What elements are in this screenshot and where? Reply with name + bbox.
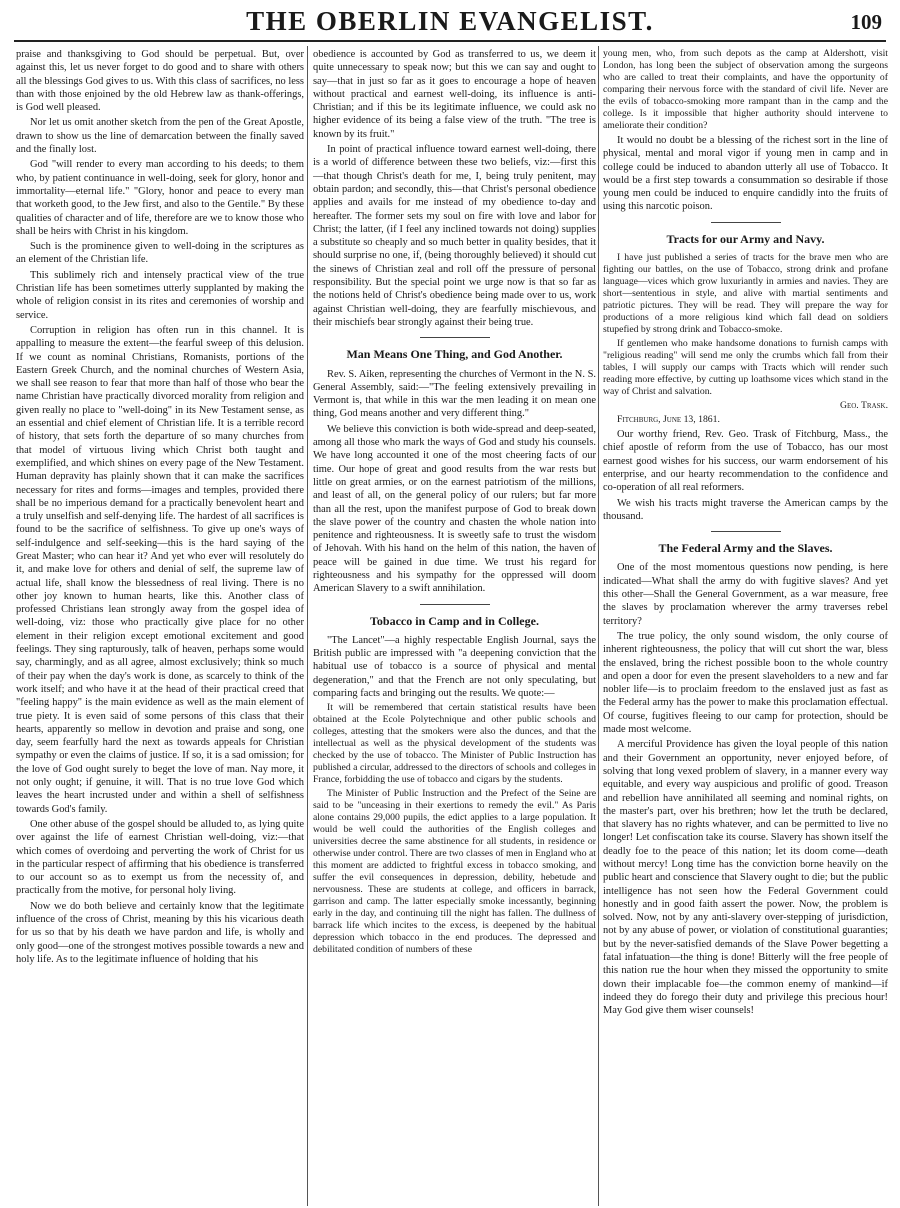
paragraph: praise and thanksgiving to God should be perpetual. But, over against this, let us never forget to do good and to share with others all the blessings God gives to us. With this class of sacrifices, no less than with those enjoined by the old Hebrew law as thank-offerings, is God well pleased. — [16, 49, 304, 114]
paragraph: We believe this conviction is both wide-spread and deep-seated, among all those who mark the ways of God and study his counsels. We have long accounted it one of the most cheering facts of our time. Our hope of great and good results from the war rests but little on great armies, or on the earnest patriotism of the millions, and least of all, on the general policy of our rulers; but far more than all the rest, upon the manifest purpose of God to break down the slave power of the country and chasten the whole nation into penitence and righteousness. It is sweetly safe to trust the wisdom of Jehovah. With his hand on the helm of this nation, the haven of peace will be gained in due time. We trust his regard for righteousness and his sympathy for the oppressed will doom American Slavery to a swift annihilation. — [313, 423, 596, 595]
column-3 — [603, 48, 888, 1204]
paragraph: "The Lancet"—a highly respectable English Journal, says the British public are impressed with "a deepening conviction that the habitual use of tobacco is a source of physical and mental degeneration," and that the French are not only speculating, but comparing facts and bringing out the results. We quote:— — [313, 634, 596, 700]
article-heading: Tracts for our Army and Navy. — [666, 231, 825, 246]
paragraph: Our worthy friend, Rev. Geo. Trask of Fitchburg, Mass., the chief apostle of reform from the use of Tobacco, has our most earnest good wishes for his success, our warm endorsement of his enterprise, and our hearty recommendation to the confidence and co-operation of all real reformers. — [603, 429, 888, 494]
paragraph: God "will render to every man according to his deeds; to them who, by patient continuance in well-doing, seek for glory, honor and immortality—eternal life." "Glory, honor and peace to every man that worketh good, to the Jew first, and also to the Gentile." By these qualities of character and of life, therefore are we to know those who shall be heirs with Christ in his kingdom. — [16, 159, 304, 237]
paragraph: The Minister of Public Instruction and the Prefect of the Seine are said to be "unceasing in their exertions to remedy the evil." As Paris alone contains 29,000 pupils, the edict applies to a large population. It would be well could the authorities of the English colleges and universities decree the same abstinence for all students, in residence or otherwise under control. There are two classes of men in England who at this moment are addicted to frightful excess in tobacco smoking, and suffer the evil consequences in depression, debility, hebetude and nervousness. These are students at college, and officers in barrack, garrison and camp. The latter especially smoke incessantly, beginning early in the day, and continuing till the night has fallen. The dullness of barrack life which incites to the excess, is deepened by the habitual depression which tobacco in the end produces. The depressed and debilitated condition of numbers of these — [313, 788, 596, 956]
paragraph: One other abuse of the gospel should be alluded to, as lying quite over against the life of earnest Christian well-doing, viz:—that which comes of overdoing and perverting the work of Christ for us in the particular respect of affirming that his obedience is transferred to our account so as to exempt us from the necessity of, and practically from the motive, for personal holy living. — [16, 818, 304, 897]
paragraph: young men, who, from such depots as the camp at Aldershott, visit London, has long been the subject of observation among the surgeons who are called to treat their complaints, and have the opportunity of comparing their nervous force with the standard of civil life. Never are the evils of tobacco-smoking more rampant than in the camp and the college. Is it impossible that higher authority should intervene to ameliorate their condition? — [603, 48, 888, 131]
dateline: Fitchburg, June 13, 1861. — [617, 414, 720, 426]
paragraph: Corruption in religion has often run in this channel. It is appalling to measure the extent—the fearful sweep of this delusion. If we count as nominal Christians, Romanists, portions of the Eastern Greek Church, and the nominal churches of Western Asia, we shall see reason to fear that more than half of those who bear the name Christian have practically divorced morality from religion and given really no place to "well-doing" in its New Testament sense, as an essential and chief element of Christian life. It is a terrible record of history, that sets forth the departure of so many churches from that model of virtuous living which Christ both taught and exemplified, and which shines on every page of the New Testament. Human depravity has plainly shown that it can make the sacrifices necessary for rites and forms—images and temples, provided there shall be no imperious demand for a practically benevolent heart and a truly unselfish and self-denying life. The hardest of all sacrifices is found to be the sacrifice of selfishness. To give up one's ways of self-indulgence and self-seeking—this is the hard saying of the Great Master; who can hear it? And yet who ever will resolutely do it, and make love for others and denial of self, the supreme law of actual life, shall know the blessedness of real living. There is no other joy known to human hearts, like this. Another class of professed Christians lean strongly away from the gospel idea of well-doing, viz: those who practically give place for no other element in their religion except emotional excitement and good feelings. They sing rapturously, talk of heaven, perhaps some would say, charmingly, and as all agree, almost exclusively; think so much of their pay when the day's work is done, as scarcely to think of the work itself; and who have it at the head of their practical creed that "feeling happy" is the main evidence as well as the main element of true piety. It is even said of some persons of this class that their hearts, apparently so mellow in devotion and praise and song, one day, seem fearfully hard the next as towards appeals for Christian sympathy or even the claims of justice. If so, it is a sad omission; for the love of God ought surely to beget the love of man. Nay more, it not only ought; if genuine, it will. That is no true love God which leaves the heart incrusted under and within a shell of selfishness towards God's family. — [16, 324, 304, 815]
masthead — [0, 0, 900, 44]
paragraph: If gentlemen who make handsome donations to furnish camps with "religious reading" will send me only the crumbs which fall from their tables, I will supply our camps with Tracts which will render such reading more effective, by cutting up loathsome vices which stand in the way of Christ and salvation. — [603, 338, 888, 398]
quoted-extract — [313, 702, 596, 956]
paragraph: This sublimely rich and intensely practical view of the true Christian life has been sometimes utterly supplanted by making the whole of religion consist in its rites and ceremonies of worship and service. — [16, 269, 304, 321]
section-divider — [420, 604, 490, 605]
column-divider — [307, 46, 308, 1206]
article-heading: Tobacco in Camp and in College. — [370, 613, 539, 628]
section-divider — [711, 531, 781, 532]
section-divider — [711, 222, 781, 223]
column-divider — [598, 46, 599, 1206]
paragraph: I have just published a series of tracts for the brave men who are fighting our battles, on the use of Tobacco, strong drink and profane language—vices which grow luxuriantly in armies and navies. They are short—sententious in style, and alive with martial sentiments and patriotic pictures. They will be read. They will prepare the way for productions of a more religious kind which fall dead on soldiers stupefied by strong drink and Tobacco-smoke. — [603, 252, 888, 336]
paragraph: It will be remembered that certain statistical results have been obtained at the Ecole Polytechnique and other public schools and colleges, attesting that the smokers were also the dunces, and that the intellectual as well as the physical development of the students was checked by the use of tobacco. The Minister of Public Instruction has published a circular, addressed to the directors of schools and colleges in France, forbidding the use of tobacco and cigars by the students. — [313, 702, 596, 786]
paragraph: One of the most momentous questions now pending, is here indicated—What shall the army do with fugitive slaves? And yet this other—Shall the General Government, as a war measure, free the slaves by proclamation wherever the army traverses rebel territory? — [603, 562, 888, 627]
section-divider — [420, 337, 490, 338]
newspaper-title: THE OBERLIN EVANGELIST. — [246, 6, 654, 36]
paragraph: The true policy, the only sound wisdom, the only course of inherent righteousness, the policy that will cut short the war, bless the enslaved, bring the richest possible boon to the whole country and open a door for even the present slaveholders to a new and far nobler life—is to proclaim freedom to the enslaved just as fast as the Federal army has the power to make this proclamation effectual. Of course, fugitives fleeing to our camp for protection, should be made most welcome. — [603, 630, 888, 736]
column-1 — [16, 48, 304, 1204]
paragraph: We wish his tracts might traverse the American camps by the thousand. — [603, 497, 888, 522]
page-number: 109 — [850, 10, 882, 34]
quoted-extract — [603, 48, 888, 132]
article-heading: The Federal Army and the Slaves. — [658, 541, 833, 556]
signature: Geo. Trask. — [839, 400, 888, 412]
article-heading: Man Means One Thing, and God Another. — [346, 347, 563, 362]
paragraph: Now we do both believe and certainly know that the legitimate influence of the cross of Christ, meaning by this his vicarious death for us so that by his death we have pardon and life, is wholly and only good—one of the strongest motives possible towards a new and holy life. As to the legitimate influence of holding that his — [16, 900, 304, 965]
paragraph: obedience is accounted by God as transferred to us, we deem it quite unnecessary to speak now; but this we can say and ought to say—that in just so far as it goes to encourage a hope of heaven without practical and earnest well-doing, its influence is anti-Christian; and if this be its legitimate influence, we could ask no higher evidence of its being a false view of the truth. "The tree is known by its fruit." — [313, 49, 596, 140]
letter — [603, 252, 888, 426]
column-2 — [313, 48, 596, 1204]
paragraph: Rev. S. Aiken, representing the churches of Vermont in the N. S. General Assembly, said:—"The feeling extensively prevailing in Vermont is, that while in this war the men leading it on mean one thing, God means another and very different thing." — [313, 368, 596, 420]
paragraph: It would no doubt be a blessing of the richest sort in the line of physical, mental and moral vigor if young men in camp and in college could be induced to abandon utterly all use of Tobacco. It would be a first step towards a consummation so desirable if those young men could be induced to enquire candidly into the fruits of using this narcotic poison. — [603, 135, 888, 213]
paragraph: Nor let us omit another sketch from the pen of the Great Apostle, drawn to show us the line of demarcation between the finally saved and the finally lost. — [16, 117, 304, 156]
paragraph: Such is the prominence given to well-doing in the scriptures as an element of the Christian life. — [16, 241, 304, 266]
paragraph: A merciful Providence has given the loyal people of this nation and their Government an opportunity, never enjoyed before, of solving that long vexed problem of slavery, in a manner every way equitable, and every way auspicious and prolific of good. Treason and rebellion have annihilated all seeming and nominal rights, on the master's part, over his brethren; how let the truth be declared, that slavery has no rights whatever, and can be permitted to live no longer! Let confiscation take its course. Slavery has shown itself the deadly foe to the peace of this nation; let its doom come—death without mercy! Long time has the conviction borne heavily on the public heart and conscience that Slavery ought to die; but the public intelligence has not seen how the Federal Government could honestly and in good faith assert the power. Now, the problem is solved. Now, not by any anti-slavery over-stepping of jurisdiction, not by any abuse of power, or violation of constitutional guaranties; but by the never-satisfied demands of the Slave Power begetting a fatal infatuation—the thing is done! Bitterly will the free people of this nation rue the hour when they missed the opportunity to smite down their implacable foe—the common enemy of mankind—if indeed they do forego their duty and privilege this precious hour! May God give them wiser counsels! — [603, 739, 888, 1017]
paragraph: In point of practical influence toward earnest well-doing, there is a world of difference between these two beliefs, viz:—first this—that though Christ's death for me, I, being truly penitent, may obtain pardon; and secondly, this—that Christ's personal obedience applies and avails for me instead of my obedience to-day and hereafter. The former sets my soul on fire with love and labor for Christ; the latter, (if I feel any inclined towards not doing) supplies a substitute so cheaply and so much better in quality besides, that it should surprise no one, if, (being thoroughly believed) it should cut the sinews of Christian zeal and roll off the pressure of personal responsibility. But the special point we urge now is that so far as the notions held of Christ's obedience being made over to us, work against Christian well-doing, they are fearfully mischievous, and their mischiefs bear strongly against their being true. — [313, 144, 596, 328]
masthead-rule — [14, 40, 886, 42]
